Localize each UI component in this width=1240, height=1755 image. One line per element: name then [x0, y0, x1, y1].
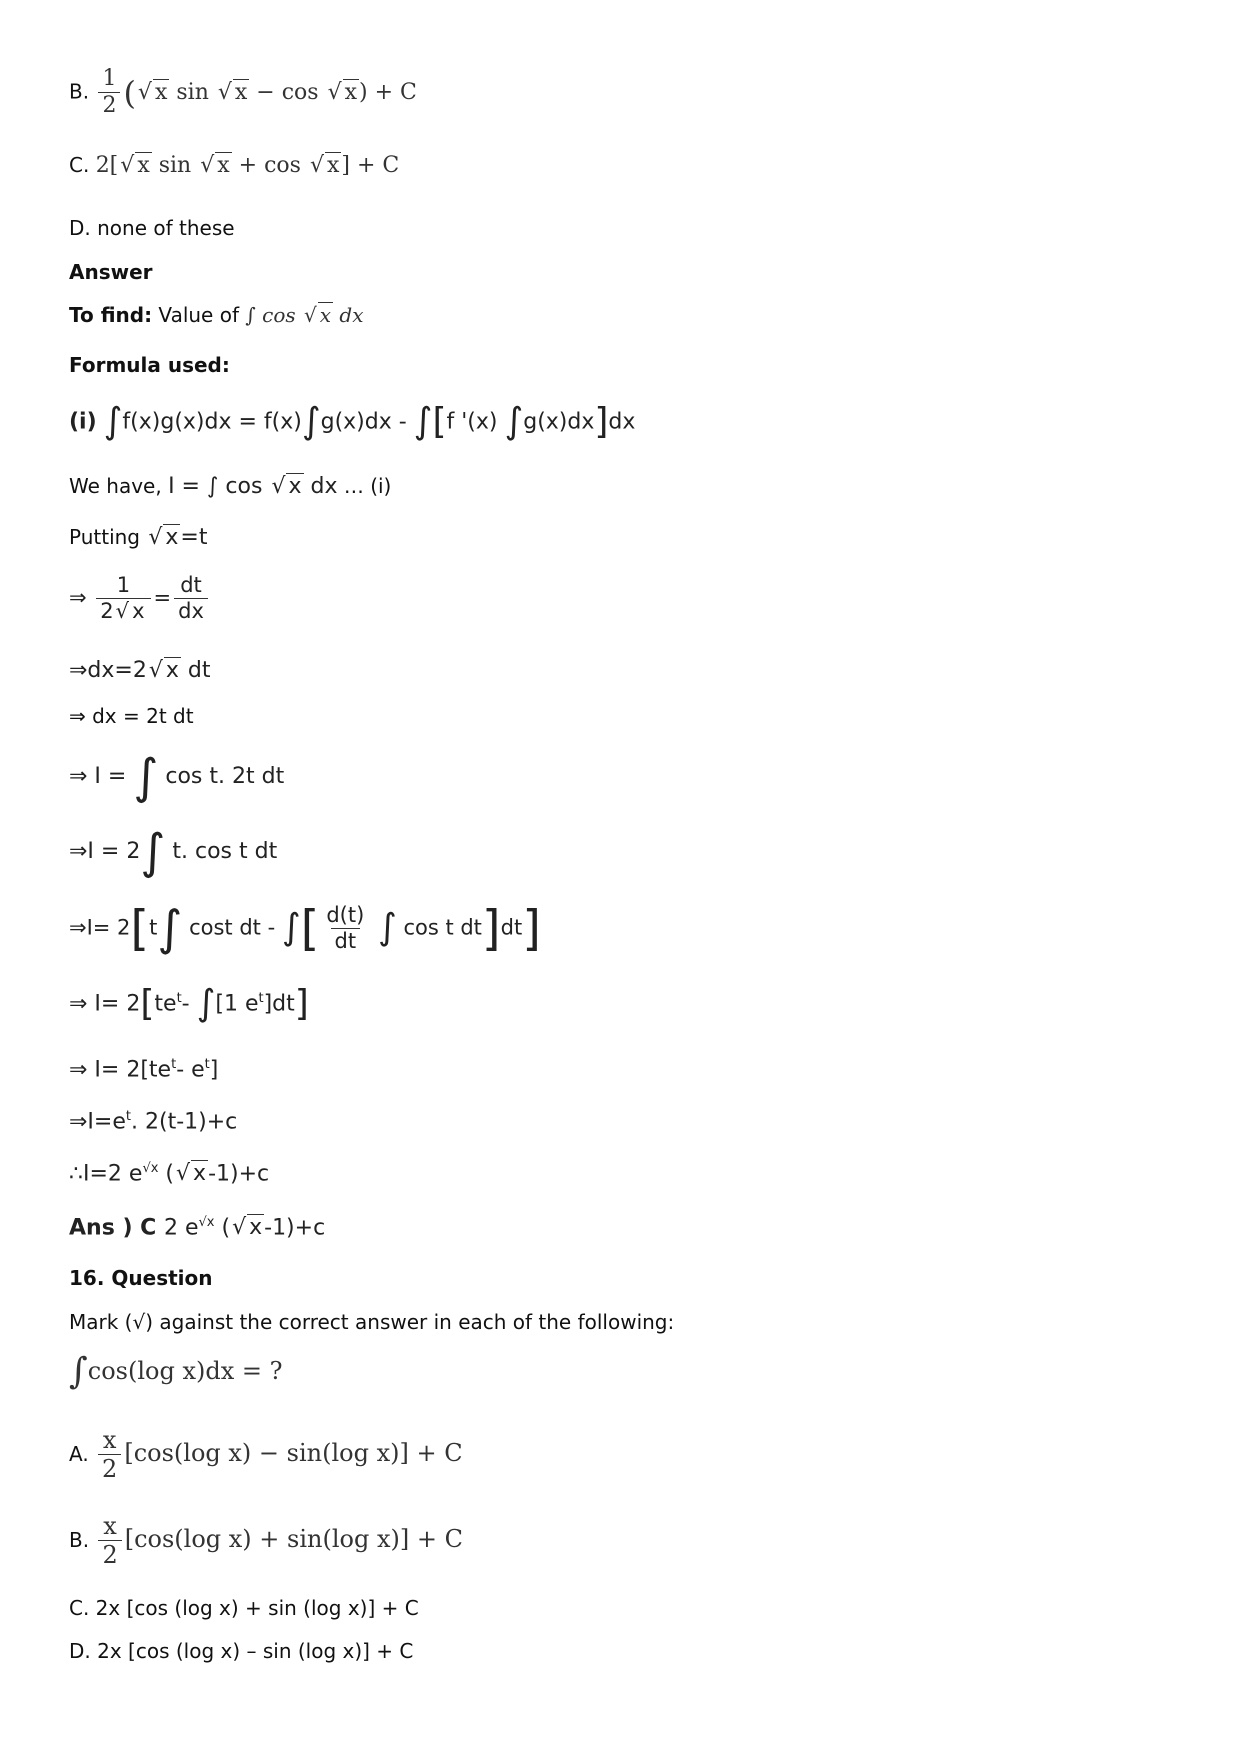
superscript: √x: [198, 1215, 215, 1230]
text: -1)+c: [208, 1161, 270, 1187]
integral-sign: ∫: [196, 983, 216, 1024]
denominator: [96, 598, 150, 622]
bracket: ]: [594, 401, 609, 442]
text: g(x)dx: [523, 409, 595, 435]
bracket: [: [130, 900, 150, 957]
text: ⇒ I =: [69, 764, 134, 790]
fraction: [174, 575, 208, 622]
text: 2[: [95, 153, 119, 178]
bracket: ]: [294, 983, 309, 1024]
sqrt-symbol: √: [137, 79, 152, 105]
text: =t: [180, 525, 208, 550]
bracket: [: [140, 983, 155, 1024]
integral-sign: ∫: [140, 824, 166, 880]
integral-sign: ∫: [133, 749, 159, 805]
denominator: dx: [174, 598, 208, 622]
denominator: dt: [331, 928, 361, 952]
radicand: x: [344, 79, 358, 105]
superscript: t: [204, 1057, 210, 1072]
step-2: [69, 660, 211, 682]
step-3: ⇒ dx = 2t dt: [69, 704, 194, 728]
text: sin: [169, 79, 216, 105]
radicand: x: [193, 1161, 207, 1187]
text: ⇒ I= 2[te: [69, 1057, 172, 1083]
text: ⇒I = 2: [69, 839, 141, 865]
text: f(x)g(x)dx = f(x): [122, 409, 302, 435]
text: ⇒I= 2: [69, 915, 131, 940]
step-1: [69, 575, 211, 622]
we-have-expression: [168, 474, 337, 499]
integral-sign: ∫: [413, 401, 433, 442]
text: We have,: [69, 474, 169, 498]
integral-sign: ∫: [157, 900, 183, 957]
text: g(x)dx -: [320, 409, 414, 435]
numerator: 1: [116, 573, 131, 597]
text: cost dt -: [189, 915, 282, 940]
denominator: 2: [98, 1454, 121, 1481]
to-find-expression: [245, 303, 363, 327]
text: − cos: [249, 79, 326, 105]
step-5: [69, 824, 278, 880]
text: ⇒dx=2: [69, 658, 147, 683]
sqrt-symbol: √: [232, 1215, 247, 1241]
superscript: t: [258, 991, 264, 1007]
radicand: x: [165, 658, 179, 683]
sqrt-symbol: √: [176, 1161, 191, 1187]
option-c-expression: [96, 153, 400, 178]
sqrt-symbol: √: [271, 474, 286, 499]
we-have: [69, 476, 391, 498]
option-label: A.: [69, 1442, 89, 1466]
final-answer: [69, 1216, 325, 1239]
sqrt-symbol: √: [327, 79, 342, 105]
text: f '(x): [446, 409, 498, 435]
numerator: 1: [102, 66, 117, 91]
sqrt-symbol: √: [148, 525, 163, 550]
text: dt: [500, 915, 523, 940]
integral-sign: ∫: [301, 401, 321, 442]
integral-sign: ∫: [377, 907, 397, 949]
text: 2: [100, 599, 114, 623]
formula-line: [69, 401, 636, 442]
text: [cos(log x) − sin(log x)] + C: [124, 1439, 463, 1467]
radicand: x: [137, 153, 150, 178]
text: Putting: [69, 525, 147, 549]
text: cos t dt: [403, 915, 482, 940]
bracket: [: [432, 401, 447, 442]
to-find-label: To find:: [69, 303, 153, 327]
arrow: ⇒: [69, 585, 87, 610]
integral-sign: ∫: [504, 401, 524, 442]
bracket: [: [300, 900, 320, 957]
text: -1)+c: [264, 1215, 326, 1241]
text: ∴I=2 e: [69, 1161, 143, 1187]
text: =: [153, 585, 172, 610]
radicand: x: [217, 153, 230, 178]
denominator: 2: [98, 1540, 121, 1567]
text: ]dt: [263, 991, 295, 1017]
text: Ans ) C: [69, 1215, 164, 1241]
question-16-heading: 16. Question: [69, 1266, 213, 1290]
text: 2 e: [163, 1215, 199, 1241]
text: ⇒I=e: [69, 1109, 126, 1135]
text: (: [214, 1215, 231, 1241]
formula-label: (i): [69, 409, 97, 435]
text: -: [181, 991, 197, 1017]
text: t. cos t dt: [172, 839, 278, 865]
radicand: x: [234, 79, 248, 105]
text: cos(log x)dx = ?: [87, 1356, 283, 1385]
putting: [69, 527, 207, 549]
superscript: t: [125, 1109, 131, 1124]
text: dx: [608, 409, 636, 435]
sqrt-symbol: √: [120, 153, 135, 178]
step-7: [69, 983, 309, 1024]
text: (: [158, 1161, 175, 1187]
superscript: √x: [142, 1161, 159, 1176]
sqrt-symbol: √: [115, 599, 130, 623]
fraction: [322, 905, 368, 952]
text: ]: [209, 1057, 219, 1083]
step-8: [69, 1058, 218, 1081]
text: . 2(t-1)+c: [131, 1109, 238, 1135]
option-d-prev: D. none of these: [69, 216, 235, 240]
q16-option-b: [69, 1514, 463, 1567]
question-16-instruction: Mark (√) against the correct answer in each of the following:: [69, 1310, 675, 1334]
radicand: x: [326, 153, 340, 178]
sqrt-symbol: √: [217, 79, 232, 105]
integral-sign: ∫: [281, 907, 301, 949]
text: [cos(log x) + sin(log x)] + C: [124, 1525, 463, 1553]
q16-option-d: D. 2x [cos (log x) – sin (log x)] + C: [69, 1639, 414, 1663]
text: dx: [333, 303, 364, 327]
option-label: C.: [69, 153, 90, 177]
sqrt-symbol: √: [148, 658, 163, 683]
text: t: [149, 915, 158, 940]
radicand: x: [288, 474, 302, 499]
radicand: x: [319, 303, 332, 327]
q16-option-c: C. 2x [cos (log x) + sin (log x)] + C: [69, 1596, 419, 1620]
text: ) + C: [359, 79, 417, 105]
radicand: x: [132, 599, 145, 623]
text: sin: [151, 153, 199, 178]
option-a-expression: [95, 1426, 463, 1483]
sqrt-symbol: √: [304, 303, 317, 327]
text: - e: [176, 1057, 205, 1083]
text: [1 e: [215, 991, 259, 1017]
denominator: 2: [98, 92, 120, 117]
paren: (: [123, 73, 136, 112]
formula-heading: Formula used:: [69, 353, 230, 377]
text: dt: [180, 658, 211, 683]
option-c-prev: [69, 155, 399, 177]
step-6: [69, 900, 541, 957]
sqrt-symbol: √: [200, 153, 215, 178]
fraction: [98, 1428, 121, 1481]
bracket: ]: [522, 900, 541, 957]
integral-sign: ∫: [69, 1351, 88, 1392]
numerator: x: [103, 1512, 117, 1540]
text: cos t. 2t dt: [165, 764, 285, 790]
text: te: [154, 991, 177, 1017]
radicand: x: [154, 79, 168, 105]
text: dx: [303, 474, 338, 499]
text: Value of: [152, 303, 246, 327]
option-b-expression: [95, 66, 417, 118]
text: ∫ cos: [245, 303, 302, 327]
question-16-expression: [69, 1351, 283, 1392]
putting-expression: [146, 525, 207, 550]
text: … (i): [337, 474, 392, 498]
step-4: [69, 749, 285, 805]
option-b-expression: [95, 1512, 463, 1569]
answer-heading: Answer: [69, 260, 153, 284]
numerator: d(t): [326, 903, 365, 927]
numerator: dt: [180, 573, 202, 597]
numerator: x: [102, 1426, 117, 1454]
text: + cos: [231, 153, 308, 178]
text: I = ∫ cos: [168, 474, 270, 499]
sqrt-symbol: √: [309, 153, 324, 178]
step-10: [69, 1162, 269, 1185]
fraction: [98, 1514, 121, 1567]
superscript: t: [176, 991, 182, 1007]
option-label: B.: [69, 1528, 90, 1552]
q16-option-a: [69, 1428, 463, 1481]
radicand: x: [165, 525, 179, 550]
superscript: t: [171, 1057, 177, 1072]
bracket: ]: [481, 900, 501, 957]
text: ] + C: [341, 153, 400, 178]
integral-sign: ∫: [103, 401, 123, 442]
option-b-prev: [69, 68, 417, 117]
fraction: [96, 575, 150, 622]
step-9: [69, 1110, 237, 1133]
option-label: B.: [69, 79, 90, 104]
fraction: [98, 68, 120, 117]
to-find: [69, 305, 363, 325]
text: ⇒ I= 2: [69, 991, 141, 1017]
radicand: x: [249, 1215, 263, 1241]
